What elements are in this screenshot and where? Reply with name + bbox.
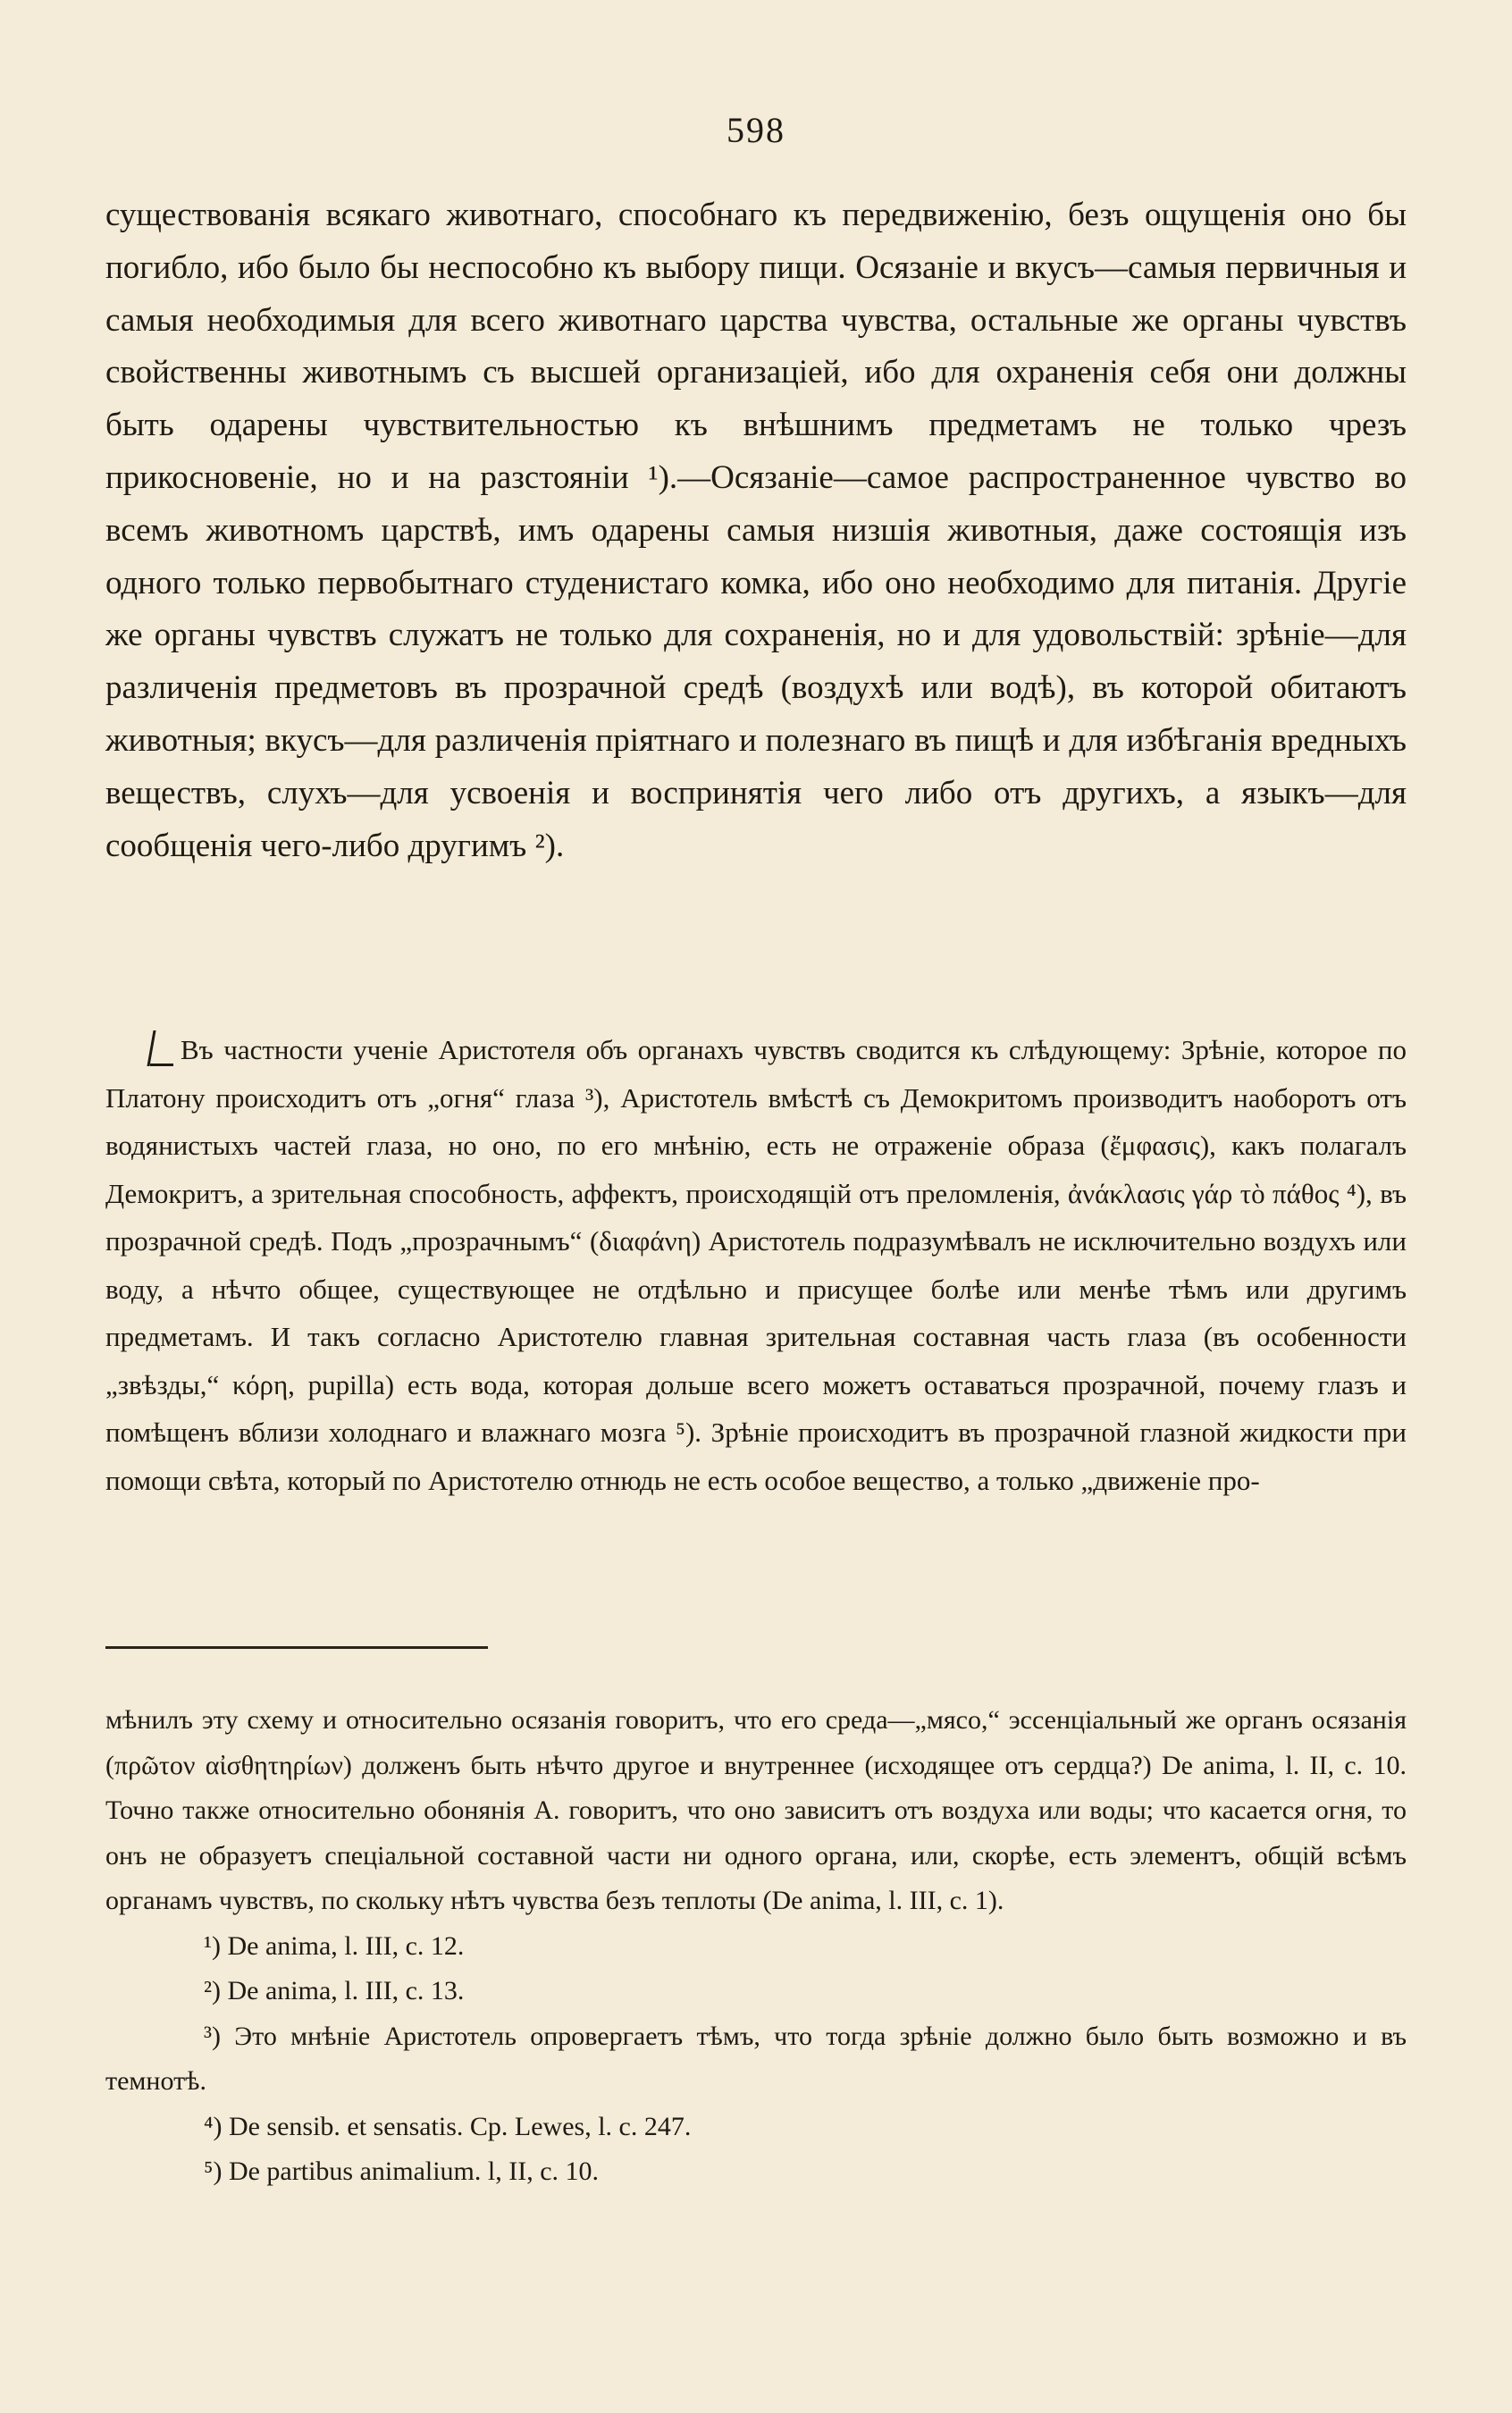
footnote-5: ⁵) De partibus animalium. l, II, c. 10.: [204, 2157, 600, 2186]
footnote-2: ²) De anima, l. III, c. 13.: [204, 1976, 465, 2005]
footnote-separator: [105, 1646, 488, 1649]
footnote-4: ⁴) De sensib. et sensatis. Cp. Lewes, l. c. 247.: [204, 2111, 692, 2141]
insertion-mark-icon: [147, 1030, 175, 1066]
second-paragraph: [105, 1026, 1407, 1504]
page-number: 598: [727, 110, 785, 150]
footnote-3: ³) Это мнѣніе Аристотель опровергаетъ тѣмъ, что тогда зрѣніе должно было быть возможно и въ темнотѣ.: [105, 2021, 1407, 2096]
second-paragraph-text: Въ частности ученіе Аристотеля объ органахъ чувствъ сводится къ слѣдующему: Зрѣніе, которое по Платону происходитъ отъ „огня“ глаза ³), Аристотель вмѣстѣ съ Демокритомъ производитъ наоборотъ отъ водянистыхъ частей глаза, но оно, по его мнѣнію, есть не отраженіе образа (ἔμφασις), какъ полагалъ Демокритъ, а зрительная способность, аффектъ, происходящій отъ преломленія, ἀνάκλασις γάρ τὸ πάθος ⁴), въ прозрачной средѣ. Подъ „прозрачнымъ“ (διαφάνη) Аристотель подразумѣвалъ не исключительно воздухъ или воду, а нѣчто общее, существующее не отдѣльно и присущее болѣе или менѣе тѣмъ или другимъ предметамъ. И такъ согласно Аристотелю главная зрительная составная часть глаза (въ особенности „звѣзды,“ κόρη, pupilla) есть вода, которая дольше всего можетъ оставаться прозрачной, почему глазъ и помѣщенъ вблизи холоднаго и влажнаго мозга ⁵). Зрѣніе происходитъ въ прозрачной глазной жидкости при помощи свѣта, который по Аристотелю отнюдь не есть особое вещество, а только „движеніе про-: [105, 1034, 1407, 1496]
main-paragraph: [105, 189, 1407, 872]
main-paragraph-text: существованія всякаго животнаго, способнаго къ передвиженію, безъ ощущенія оно бы погибло, ибо было бы неспособно къ выбору пищи. Осязаніе и вкусъ—самыя первичныя и самыя необходимыя для всего животнаго царства чувства, остальные же органы чувствъ свойственны животнымъ съ высшей организаціей, ибо для охраненія себя они должны быть одарены чувствительностью къ внѣшнимъ предметамъ не только чрезъ прикосновеніе, но и на разстояніи ¹).—Осязаніе—самое распространенное чувство во всемъ животномъ царствѣ, имъ одарены самыя низшія животныя, даже состоящія изъ одного только первобытнаго студенистаго комка, ибо оно необходимо для питанія. Другіе же органы чувствъ служатъ не только для сохраненія, но и для удовольствій: зрѣніе—для различенія предметовъ въ прозрачной средѣ (воздухѣ или водѣ), въ которой обитаютъ животныя; вкусъ—для различенія пріятнаго и полезнаго въ пищѣ и для избѣганія вредныхъ веществъ, слухъ—для усвоенія и воспринятія чего либо отъ другихъ, а языкъ—для сообщенія чего-либо другимъ ²).: [105, 197, 1407, 864]
footnote-continuation: мѣнилъ эту схему и относительно осязанія говоритъ, что его среда—„мясо,“ эссенціальный же органъ осязанія (πρῶτον αἰσθητηρίων) долженъ быть нѣчто другое и внутреннее (исходящее отъ сердца?) De anima, l. II, c. 10. Точно также относительно обонянія А. говоритъ, что оно зависитъ отъ воздуха или воды; что касается огня, то онъ не образуетъ спеціальной составной части ни одного органа, или, скорѣе, есть элементъ, общій всѣмъ органамъ чувствъ, по скольку нѣтъ чувства безъ теплоты (De anima, l. III, c. 1).: [105, 1705, 1407, 1915]
footnote-1: ¹) De anima, l. III, c. 12.: [204, 1930, 465, 1961]
footnotes: [105, 1698, 1407, 2195]
